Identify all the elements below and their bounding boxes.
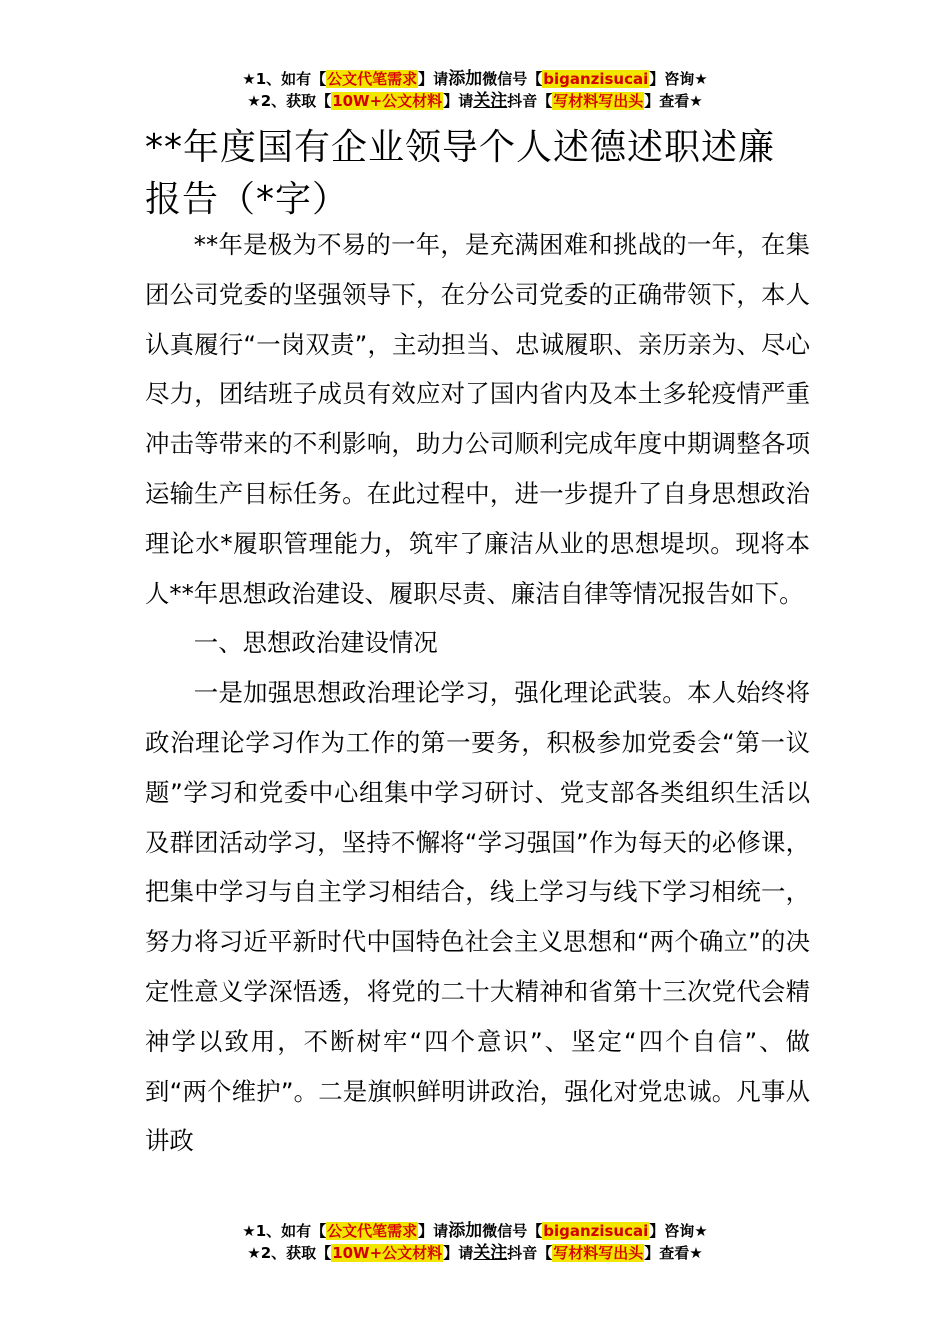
promo-text: 2、获取【 [260,92,332,110]
promo-text: 微信号【 [482,70,543,88]
highlight-materials: 10W+公文材料 [332,92,443,110]
promo-emphasis: 关注 [473,1243,508,1263]
star-icon: ★ [694,70,708,88]
document-body [145,220,810,1166]
highlight-wechat-id: biganzisucai [543,1222,649,1240]
promo-line-2 [0,1242,950,1264]
promo-text: 】查看 [644,92,690,110]
promo-text: 2、获取【 [260,1244,332,1262]
promo-text: 抖音【 [507,92,553,110]
promo-line-1 [0,1220,950,1242]
promo-header [0,68,950,112]
promo-text: 】咨询 [649,1222,695,1240]
promo-text: 抖音【 [507,1244,553,1262]
promo-text: 】咨询 [649,70,695,88]
paragraph-intro: **年是极为不易的一年，是充满困难和挑战的一年，在集团公司党委的坚强领导下，在分公司党委的正确带领下，本人认真履行“一岗双责”，主动担当、忠诚履职、亲历亲为、尽心尽力，团结班子成员有效应对了国内省内及本土多轮疫情严重冲击等带来的不利影响，助力公司顺利完成年度中期调整各项运输生产目标任务。在此过程中，进一步提升了自身思想政治理论水*履职管理能力，筑牢了廉洁从业的思想堤坝。现将本人**年思想政治建设、履职尽责、廉洁自律等情况报告如下。 [145,230,810,608]
highlight-materials: 10W+公文材料 [332,1244,443,1262]
promo-text: 1、如有【 [255,1222,327,1240]
highlight-douyin-account: 写材料写出头 [553,1244,644,1262]
highlight-service: 公文代笔需求 [327,1222,418,1240]
star-icon: ★ [247,1244,261,1262]
promo-text: 】请 [418,70,449,88]
promo-emphasis: 添加 [448,1221,483,1241]
promo-text: 微信号【 [482,1222,543,1240]
promo-text: 】请 [443,92,474,110]
promo-line-1 [0,68,950,90]
star-icon: ★ [242,1222,256,1240]
promo-footer [0,1220,950,1264]
promo-emphasis: 关注 [473,91,508,111]
promo-line-2 [0,90,950,112]
promo-text: 】请 [443,1244,474,1262]
paragraph-political-study: 一是加强思想政治理论学习，强化理论武装。本人始终将政治理论学习作为工作的第一要务，积极参加党委会“第一议题”学习和党委中心组集中学习研讨、党支部各类组织生活以及群团活动学习，坚持不懈将“学习强国”作为每天的必修课，把集中学习与自主学习相结合，线上学习与线下学习相统一，努力将习近平新时代中国特色社会主义思想和“两个确立”的决定性意义学深悟透，将党的二十大精神和省第十三次党代会精神学以致用，不断树牢“四个意识”、坚定“四个自信”、做到“两个维护”。二是旗帜鲜明讲政治，强化对党忠诚。凡事从讲政 [145,678,810,1156]
star-icon: ★ [689,92,703,110]
promo-text: 】请 [418,1222,449,1240]
promo-text: 】查看 [644,1244,690,1262]
star-icon: ★ [247,92,261,110]
highlight-douyin-account: 写材料写出头 [553,92,644,110]
promo-text: 1、如有【 [255,70,327,88]
highlight-wechat-id: biganzisucai [543,70,649,88]
star-icon: ★ [689,1244,703,1262]
section-heading: 一、思想政治建设情况 [193,628,438,658]
star-icon: ★ [694,1222,708,1240]
promo-emphasis: 添加 [448,69,483,89]
star-icon: ★ [242,70,256,88]
document-title: **年度国有企业领导个人述德述职述廉报告（*字） [145,127,776,220]
highlight-service: 公文代笔需求 [327,70,418,88]
